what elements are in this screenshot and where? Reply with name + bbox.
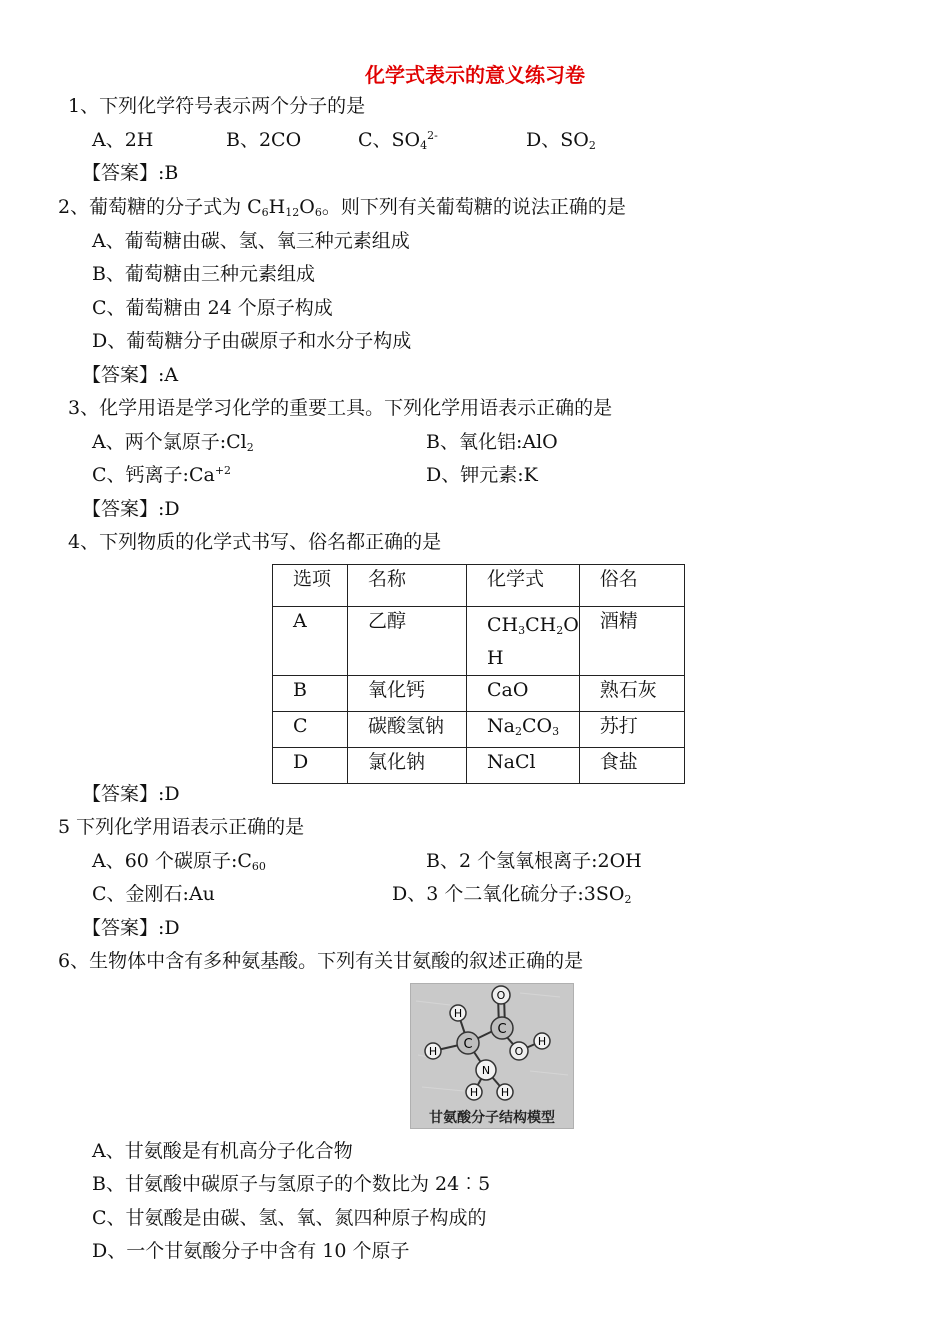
q6-option-c: C、甘氨酸是由碳、氢、氧、氮四种原子构成的 (92, 1207, 487, 1229)
table-row (273, 676, 685, 712)
q5-answer: 【答案】:D (82, 917, 180, 939)
table-cell-formula: $Na_2CO_3$ (467, 712, 580, 748)
q6-option-b: B、甘氨酸中碳原子与氢原子的个数比为 24︰5 (92, 1173, 491, 1195)
table-row (273, 712, 685, 748)
table-cell-formula: $CH_3CH_2O$ H (467, 607, 580, 676)
atom-o-double (492, 986, 510, 1004)
atom-h-left (425, 1043, 441, 1059)
q6-option-a: A、甘氨酸是有机高分子化合物 (92, 1140, 353, 1162)
table-cell-formula: CaO (467, 676, 580, 712)
table-cell-name: 碳酸氢钠 (348, 712, 467, 748)
q2-option-b: B、葡萄糖由三种元素组成 (92, 263, 315, 285)
q1-option-c: C、$SO_4^{2-}$ (358, 129, 438, 152)
atom-n (476, 1060, 496, 1080)
q2-option-c: C、葡萄糖由 24 个原子构成 (92, 297, 333, 319)
q2-option-d: D、葡萄糖分子由碳原子和水分子构成 (92, 330, 412, 352)
svg-text:N: N (481, 1064, 491, 1077)
svg-text:H: H (537, 1035, 547, 1048)
svg-text:C: C (497, 1022, 507, 1037)
q2-answer: 【答案】:A (82, 364, 179, 386)
atom-c-carboxyl (491, 1017, 513, 1039)
table-header-cell: 名称 (348, 565, 467, 607)
q4-stem: 4、下列物质的化学式书写、俗名都正确的是 (68, 531, 442, 553)
q3-option-c: C、钙离子$:Ca^{+2}$ (92, 464, 232, 486)
q1-option-d: D、$SO_2$ (526, 129, 596, 152)
svg-text:H: H (500, 1086, 510, 1099)
atom-h-top (450, 1005, 466, 1021)
table-cell-option: A (273, 607, 348, 676)
q6-option-d: D、一个甘氨酸分子中含有 10 个原子 (92, 1240, 410, 1262)
figure-caption: 甘氨酸分子结构模型 (429, 1110, 555, 1126)
table-header-row (273, 565, 685, 607)
atom-h-amine-left (466, 1084, 482, 1100)
q2-option-a: A、葡萄糖由碳、氢、氧三种元素组成 (92, 230, 410, 252)
q4-answer: 【答案】:D (82, 783, 180, 805)
svg-text:O: O (496, 989, 506, 1002)
table-row (273, 607, 685, 676)
table-cell-common-name: 苏打 (579, 712, 684, 748)
glycine-model-figure (410, 983, 574, 1129)
atom-h-amine-right (497, 1084, 513, 1100)
atom-o-hydroxyl (510, 1042, 528, 1060)
q3-answer: 【答案】:D (82, 498, 180, 520)
table-cell-formula: NaCl (467, 748, 580, 784)
svg-text:O: O (514, 1045, 524, 1058)
q5-option-b: B、2 个氢氧根离子:2OH (426, 850, 642, 872)
table-header-cell: 化学式 (467, 565, 580, 607)
svg-text:H: H (469, 1086, 479, 1099)
table-cell-common-name: 熟石灰 (579, 676, 684, 712)
table-cell-common-name: 食盐 (579, 748, 684, 784)
page-title: 化学式表示的意义练习卷 (365, 63, 585, 87)
q1-option-a: A、2H (92, 129, 154, 151)
table-cell-name: 乙醇 (348, 607, 467, 676)
atom-c-alpha (457, 1032, 479, 1054)
svg-text:C: C (463, 1037, 473, 1052)
table-cell-option: C (273, 712, 348, 748)
q2-stem: 2、葡萄糖的分子式为 $C_6H_{12}O_6$。则下列有关葡萄糖的说法正确的是 (58, 196, 626, 219)
q6-stem: 6、生物体中含有多种氨基酸。下列有关甘氨酸的叙述正确的是 (58, 950, 584, 972)
q5-option-a: A、60 个碳原子$:C_{60}$ (92, 850, 266, 873)
table-header-cell: 俗名 (579, 565, 684, 607)
q3-stem: 3、化学用语是学习化学的重要工具。下列化学用语表示正确的是 (68, 397, 613, 419)
q1-stem: 1、下列化学符号表示两个分子的是 (68, 95, 366, 117)
table-cell-option: B (273, 676, 348, 712)
q1-option-b: B、2CO (226, 129, 302, 151)
table-cell-common-name: 酒精 (579, 607, 684, 676)
table-cell-name: 氯化钠 (348, 748, 467, 784)
q1-answer: 【答案】:B (82, 162, 179, 184)
atom-h-hydroxyl (534, 1033, 550, 1049)
q3-option-d: D、钾元素:K (426, 464, 538, 486)
q4-table (272, 564, 685, 784)
table-cell-name: 氧化钙 (348, 676, 467, 712)
svg-text:H: H (453, 1007, 463, 1020)
q5-option-d: D、3 个二氧化硫分子$:3SO_2$ (392, 883, 632, 906)
svg-text:H: H (428, 1045, 438, 1058)
q3-option-b: B、氧化铝:AlO (426, 431, 558, 453)
table-cell-option: D (273, 748, 348, 784)
q5-stem: 5 下列化学用语表示正确的是 (58, 816, 305, 838)
q3-option-a: A、两个氯原子$:Cl_2$ (92, 431, 254, 454)
table-header-cell: 选项 (273, 565, 348, 607)
q5-option-c: C、金刚石:Au (92, 883, 215, 905)
table-row (273, 748, 685, 784)
